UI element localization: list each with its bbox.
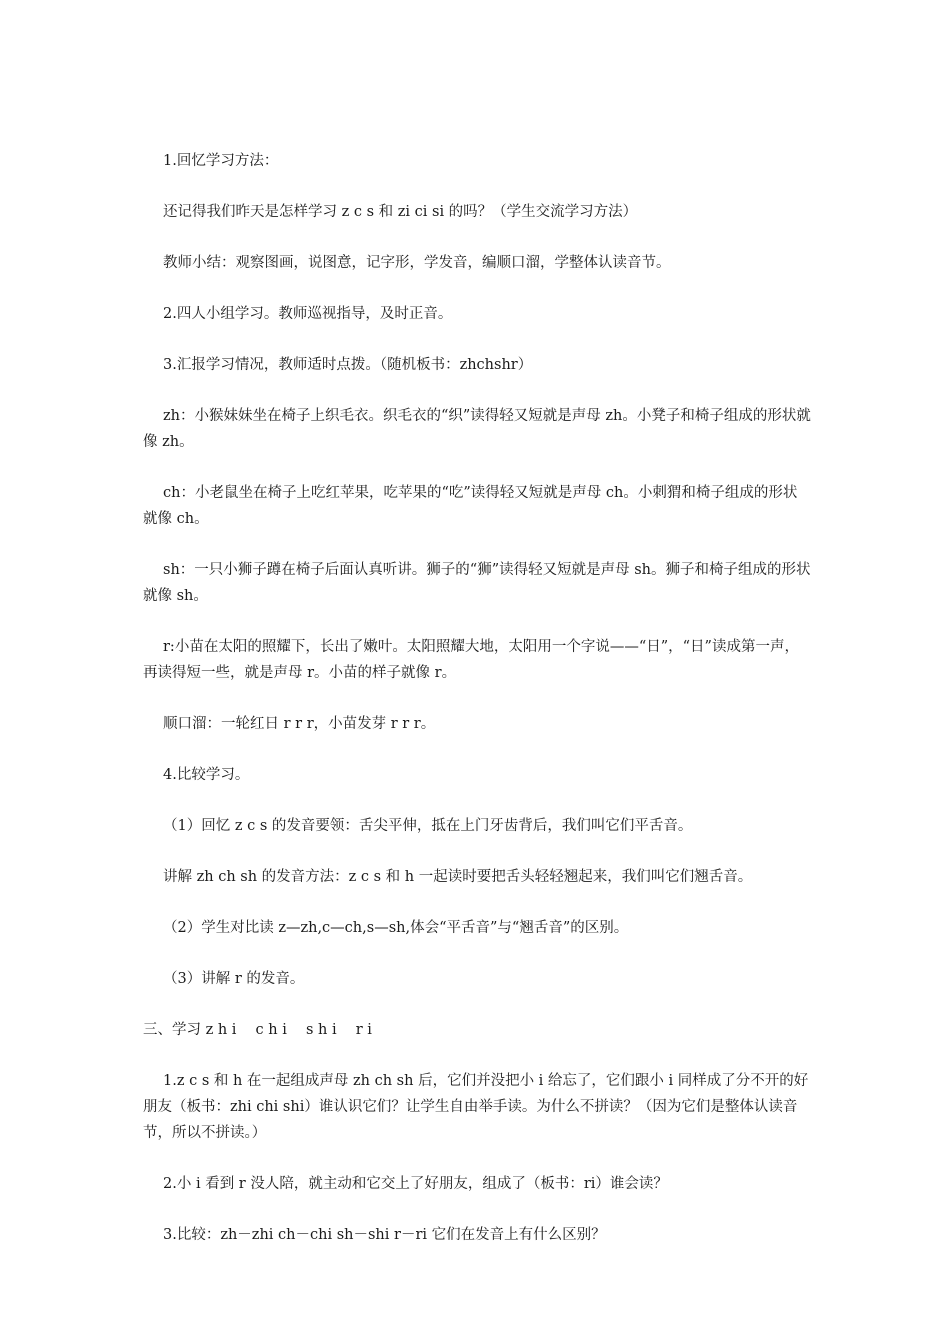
rhyme: 顺口溜：一轮红日 r r r，小苗发芽 r r r。 [163,716,436,732]
section-three-heading: 三、学习 z h i c h i s h i r i [143,1022,372,1038]
section-three-item-3: 3.比较：zh－zhi ch－chi sh－shi r－ri 它们在发音上有什么区别？ [163,1227,606,1243]
teacher-summary: 教师小结：观察图画，说图意，记字形，学发音，编顺口溜，学整体认读音节。 [163,255,671,271]
sh-explanation: sh：一只小狮子蹲在椅子后面认真听讲。狮子的“狮”读得轻又短就是声母 sh。狮子和椅子组成的形状就像 sh。 [143,562,811,604]
compare-item-2: （2）学生对比读 z—zh,c—ch,s—sh,体会“平舌音”与“翘舌音”的区别。 [163,920,629,936]
section-three-item-1: 1.z c s 和 h 在一起组成声母 zh ch sh 后，它们并没把小 i 给忘了，它们跟小 i 同样成了分不开的好朋友（板书：zhi chi shi）谁认识它们？让学生自由举手读。为什么不拼读？（因为它们是整体认读音节，所以不拼读。） [143,1073,809,1141]
step-recall-heading: 1.回忆学习方法： [163,153,279,169]
zh-explanation: zh：小猴妹妹坐在椅子上织毛衣。织毛衣的“织”读得轻又短就是声母 zh。小凳子和椅子组成的形状就像 zh。 [143,408,811,450]
step-group-study: 2.四人小组学习。教师巡视指导，及时正音。 [163,306,453,322]
step-compare: 4.比较学习。 [163,767,250,783]
compare-item-3: （3）讲解 r 的发音。 [163,971,305,987]
compare-item-1: （1）回忆 z c s 的发音要领：舌尖平伸，抵在上门牙齿背后，我们叫它们平舌音。 [163,818,693,834]
recall-question: 还记得我们昨天是怎样学习 z c s 和 zi ci si 的吗？（学生交流学习方法） [163,204,638,220]
ch-explanation: ch：小老鼠坐在椅子上吃红苹果，吃苹果的“吃”读得轻又短就是声母 ch。小刺猬和椅子组成的形状就像 ch。 [143,485,798,527]
compare-explanation: 讲解 zh ch sh 的发音方法：z c s 和 h 一起读时要把舌头轻轻翘起来，我们叫它们翘舌音。 [163,869,753,885]
document-body [143,148,811,1248]
step-report: 3.汇报学习情况，教师适时点拨。（随机板书：zhchshr） [163,357,533,373]
r-explanation: r:小苗在太阳的照耀下，长出了嫩叶。太阳照耀大地，太阳用一个字说——“日”，“日”读成第一声，再读得短一些，就是声母 r。小苗的样子就像 r。 [143,639,799,681]
section-three-item-2: 2.小 i 看到 r 没人陪，就主动和它交上了好朋友，组成了（板书：ri）谁会读？ [163,1176,668,1192]
